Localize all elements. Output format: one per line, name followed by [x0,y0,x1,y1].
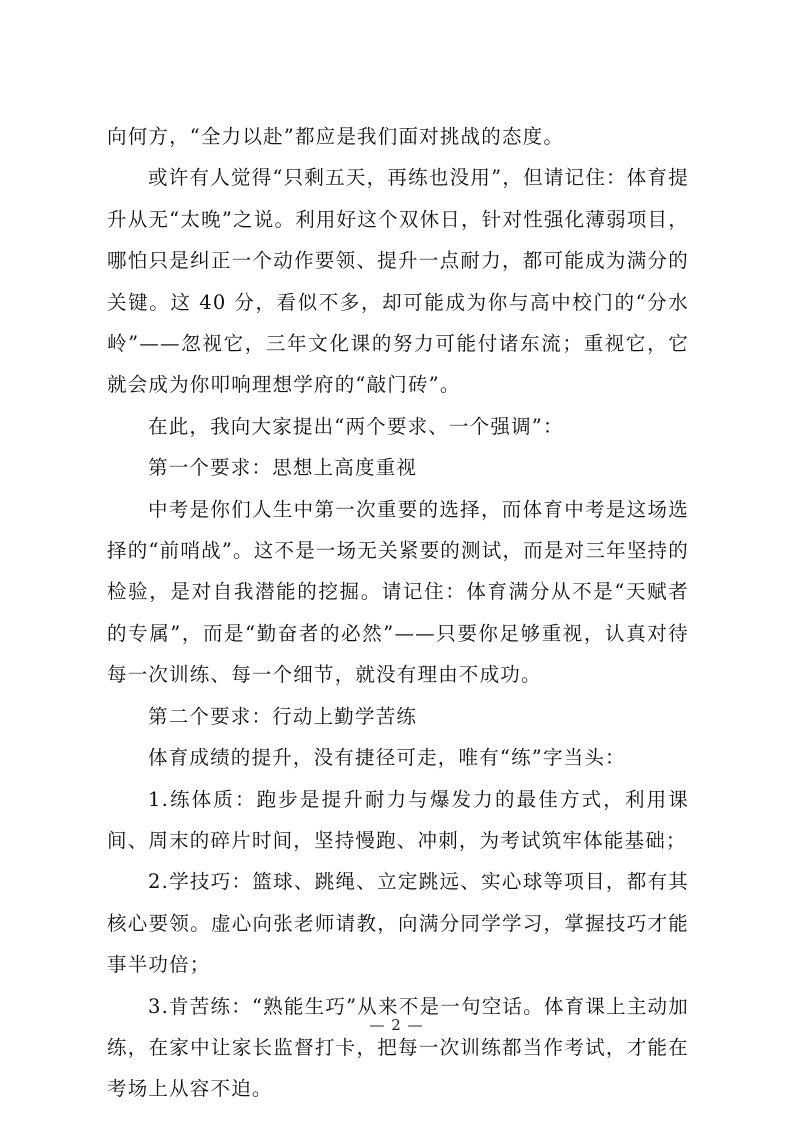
heading-second-requirement: 第二个要求：行动上勤学苦练 [148,704,418,728]
list-item-hard-practice: 3.肯苦练：“熟能生巧”从来不是一句空话。体育课上主动加练，在家中让家长监督打卡，把每一次训练都当作考试，才能在考场上从容不迫。 [107,994,689,1101]
paragraph-practice-intro: 体育成绩的提升，没有捷径可走，唯有“练”字当头： [148,746,626,770]
paragraph-no-too-late: 或许有人觉得“只剩五天，再练也没用”，但请记住：体育提升从无“太晚”之说。利用好这个双休日，针对性强化薄弱项目，哪怕只是纠正一个动作要领、提升一点耐力，都可能成为满分的关键。这 40 分，看似不多，却可能成为你与高中校门的“分水岭”——忽视它，三年文化课的努力可能付诸东流；重视它，它就会成为你叩响理想学府的“敲门砖”。 [107,166,689,397]
list-item-physique: 1.练体质：跑步是提升耐力与爆发力的最佳方式，利用课间、周末的碎片时间，坚持慢跑、冲刺，为考试筑牢体能基础； [107,787,689,852]
document-body [107,116,689,1110]
list-item-skills: 2.学技巧：篮球、跳绳、立定跳远、实心球等项目，都有其核心要领。虚心向张老师请教，向满分同学学习，掌握技巧才能事半功倍； [107,870,689,977]
paragraph-continuation: 向何方，“全力以赴”都应是我们面对挑战的态度。 [107,125,565,148]
paragraph-first-requirement: 中考是你们人生中第一次重要的选择，而体育中考是这场选择的“前哨战”。这不是一场无关紧要的测试，而是对三年坚持的检验，是对自我潜能的挖掘。请记住：体育满分从不是“天赋者的专属”，而是“勤奋者的必然”——只要你足够重视，认真对待每一次训练、每一个细节，就没有理由不成功。 [107,497,689,687]
heading-first-requirement: 第一个要求：思想上高度重视 [148,456,418,480]
paragraph-requirements-intro: 在此，我向大家提出“两个要求、一个强调”： [148,414,564,438]
page-number: — 2 — [369,1016,424,1034]
